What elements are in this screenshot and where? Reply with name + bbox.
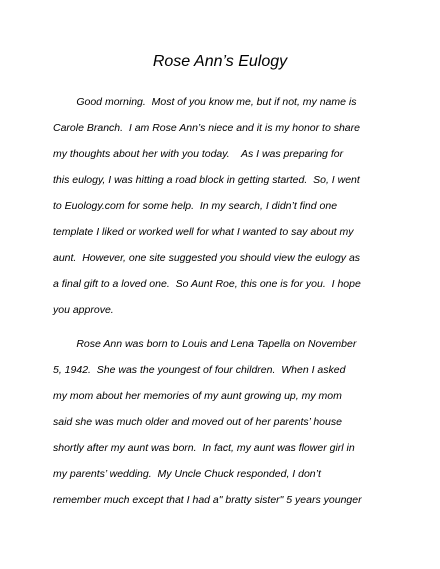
paragraph-1-line-6: template I liked or worked well for what I wanted to say about my [53,226,354,238]
paragraph-1-line-4: this eulogy, I was hitting a road block in getting started. So, I went [53,174,360,186]
paragraph-2-line-6: my parents’ wedding. My Uncle Chuck responded, I don’t [53,468,321,480]
paragraph-1-line-3: my thoughts about her with you today. As I was preparing for [53,148,344,160]
paragraph-2-line-7: remember much except that I had a" bratty sister" 5 years younger [53,494,362,506]
paragraph-1-line-7: aunt. However, one site suggested you should view the eulogy as [53,252,361,264]
paragraph-1-line-1: Good morning. Most of you know me, but if not, my name is [53,96,357,108]
paragraph-2-line-4: said she was much older and moved out of her parents’ house [53,416,342,428]
paragraph-2-line-3: my mom about her memories of my aunt growing up, my mom [53,390,342,402]
paragraph-1-line-2: Carole Branch. I am Rose Ann’s niece and it is my honor to share [53,122,360,134]
document-title: Rose Ann’s Eulogy [152,53,288,70]
paragraph-1-line-9: you approve. [53,304,114,316]
paragraph-1-line-5: to Euology.com for some help. In my search, I didn’t find one [53,200,338,212]
paragraph-2-line-2: 5, 1942. She was the youngest of four children. When I asked [53,364,346,376]
paragraph-2-line-1: Rose Ann was born to Louis and Lena Tapella on November [53,338,357,350]
paragraph-2-line-5: shortly after my aunt was born. In fact, my aunt was flower girl in [53,442,355,454]
paragraph-1-line-8: a final gift to a loved one. So Aunt Roe, this one is for you. I hope [53,278,361,290]
